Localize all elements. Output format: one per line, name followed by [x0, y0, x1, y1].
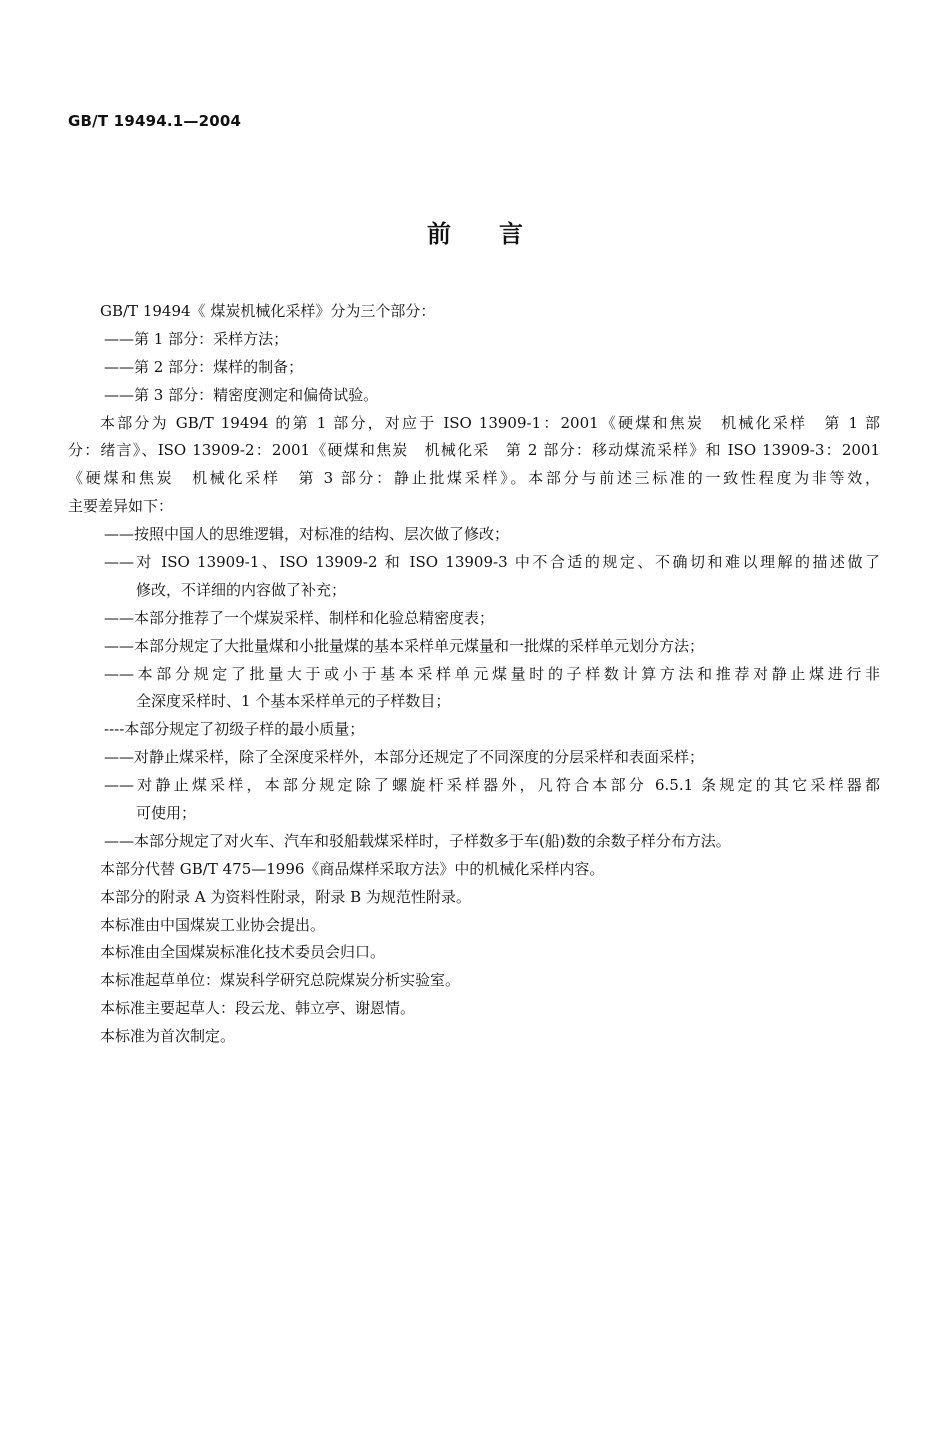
paragraph-line: 主要差异如下：: [68, 497, 174, 516]
list-item: ----本部分规定了初级子样的最小质量；: [104, 720, 365, 739]
paragraph-line: 《硬煤和焦炭 机械化采样 第 3 部分：静止批煤采样》。本部分与前述三标准的一致性程度为非等效，: [68, 469, 880, 488]
page-title: 前言: [427, 220, 571, 248]
list-item: ——对 ISO 13909-1、ISO 13909-2 和 ISO 13909-3 中不合适的规定、不确切和难以理解的描述做了: [104, 553, 880, 572]
list-item: ——本部分规定了批量大于或小于基本采样单元煤量时的子样数计算方法和推荐对静止煤进行非: [104, 664, 880, 683]
list-item-continuation: 全深度采样时、1 个基本采样单元的子样数目；: [136, 692, 451, 711]
list-item: ——第 1 部分：采样方法；: [104, 329, 289, 348]
paragraph-line: 本标准为首次制定。: [100, 1027, 236, 1046]
paragraph-line: 本部分代替 GB/T 475—1996《商品煤样采取方法》中的机械化采样内容。: [100, 859, 605, 878]
paragraph-line: 本标准主要起草人：段云龙、韩立亭、谢恩情。: [100, 999, 416, 1018]
list-item: ——对静止煤采样，本部分规定除了螺旋杆采样器外，凡符合本部分 6.5.1 条规定的其它采样器都: [104, 776, 880, 795]
list-item: ——本部分推荐了一个煤炭采样、制样和化验总精密度表；: [104, 608, 495, 627]
list-item: ——对静止煤采样，除了全深度采样外，本部分还规定了不同深度的分层采样和表面采样；: [104, 748, 705, 767]
paragraph-line: 本部分为 GB/T 19494 的第 1 部分，对应于 ISO 13909-1：2001《硬煤和焦炭 机械化采样 第 1 部: [100, 413, 880, 432]
paragraph-line: 本标准由全国煤炭标准化技术委员会归口。: [100, 943, 386, 962]
list-item-continuation: 可使用；: [136, 804, 197, 823]
paragraph-line: 本标准起草单位：煤炭科学研究总院煤炭分析实验室。: [100, 971, 461, 990]
list-item: ——按照中国人的思维逻辑，对标准的结构、层次做了修改；: [104, 525, 510, 544]
foreword-body: [68, 298, 880, 1051]
list-item: ——第 3 部分：精密度测定和偏倚试验。: [104, 385, 379, 404]
list-item: ——本部分规定了大批量煤和小批量煤的基本采样单元煤量和一批煤的采样单元划分方法；: [104, 636, 705, 655]
paragraph-line: 本部分的附录 A 为资料性附录，附录 B 为规范性附录。: [100, 887, 471, 906]
standard-code: GB/T 19494.1—2004: [68, 112, 242, 130]
list-item: ——第 2 部分：煤样的制备；: [104, 357, 304, 376]
list-item: ——本部分规定了对火车、汽车和驳船载煤采样时，子样数多于车(船)数的余数子样分布方法。: [104, 831, 731, 850]
paragraph-line: 本标准由中国煤炭工业协会提出。: [100, 915, 326, 934]
paragraph-line: 分：绪言》、ISO 13909-2：2001《硬煤和焦炭 机械化采 第 2 部分：移动煤流采样》和 ISO 13909-3：2001: [68, 441, 880, 460]
paragraph-line: GB/T 19494《 煤炭机械化采样》分为三个部分：: [100, 302, 436, 320]
list-item-continuation: 修改，不详细的内容做了补充；: [136, 580, 347, 599]
